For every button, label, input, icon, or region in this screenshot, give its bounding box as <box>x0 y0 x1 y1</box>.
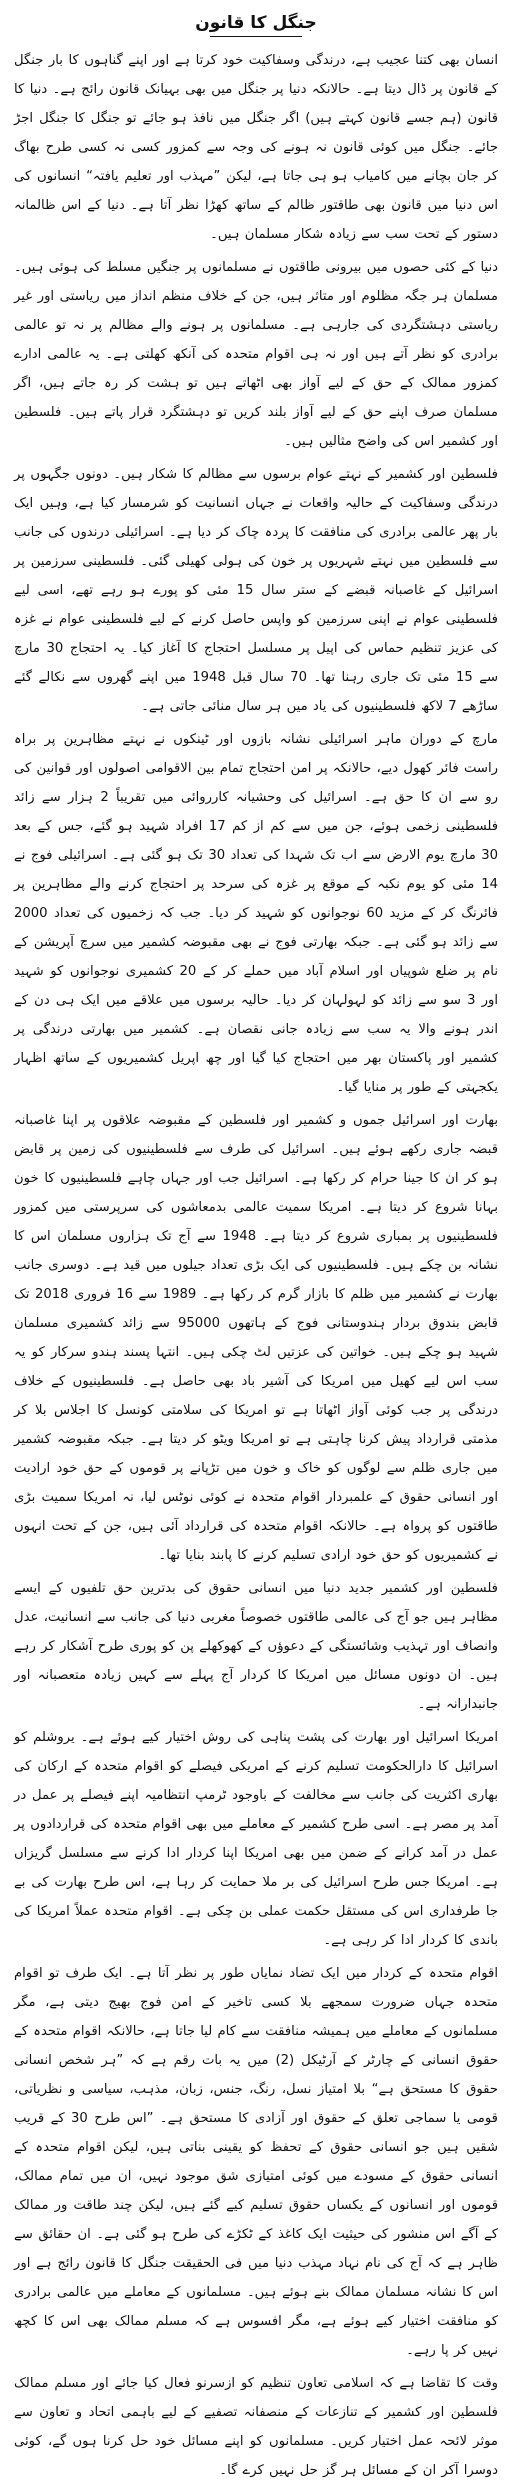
article-paragraph: فلسطین اور کشمیر جدید دنیا میں انسانی حقوق کی بدترین حق تلفیوں کے ایسے مظاہر ہیں جو آج کی عالمی طاقتوں خصوصاً مغربی دنیا کی جانب سے انسانیت، عدل وانصاف اور تہذیب وشائستگی کے دعوؤں کے کھوکھلے پن کو پوری طرح آشکار کر رہے ہیں۔ ان دونوں مسائل میں امریکا کا کردار آج پہلے سے کہیں زیادہ متعصبانہ اور جانبدارانہ ہے۔ <box>14 1581 498 1712</box>
article-paragraph: امریکا اسرائیل اور بھارت کی پشت پناہی کی روش اختیار کیے ہوئے ہے۔ یروشلم کو اسرائیل کا دارالحکومت تسلیم کرنے کے امریکی فیصلے کو اقوام متحدہ کے ارکان کی بھاری اکثریت کی جانب سے مخالفت کے باوجود ٹرمپ انتظامیہ اپنے فیصلے پر عمل در آمد پر مصر ہے۔ اسی طرح کشمیر کے معاملے میں بھی اقوام متحدہ کی قراردادوں پر عمل در آمد کرانے کے ضمن میں بھی امریکا اپنا کردار ادا کرنے سے مسلسل گریزاں ہے۔ امریکا جس طرح اسرائیل کی بر ملا حمایت کر رہا ہے، اس طرح بھارت کی بے جا طرفداری اس کی مستقل حکمت عملی بن چکی ہے۔ اقوام متحدہ عملاً امریکا کی باندی کا کردار ادا کر رہی ہے۔ <box>14 1730 498 1948</box>
article-paragraph: فلسطین اور کشمیر کے نہتے عوام برسوں سے مظالم کا شکار ہیں۔ دونوں جگہوں پر درندگی وسفاکیت کے حالیہ واقعات نے جہاں انسانیت کو شرمسار کیا ہے، وہیں ایک بار پھر عالمی برادری کی منافقت کا پردہ چاک کر دیا ہے۔ اسرائیلی درندوں کی جانب سے فلسطین میں نہتے شہریوں پر خون کی ہولی کھیلی گئی۔ فلسطینی سرزمین پر اسرائیل کے غاصبانہ قبضے کے ستر سال 15 مئی کو پورے ہو رہے تھے، اسی لیے فلسطینی عوام نے اپنی سرزمین کو واپس حاصل کرنے کے لیے فلسطینی عوام نے غزہ کی عزیز تنظیم حماس کی اپیل پر مسلسل احتجاج کا آغاز کیا۔ یہ احتجاج 30 مارچ سے 15 مئی تک جاری رہنا تھا۔ 70 سال قبل 1948 میں اپنے گھروں سے نکالے گئے ساڑھے 7 لاکھ فلسطینیوں کی یاد میں ہر سال منائی جاتی ہے۔ <box>14 467 499 714</box>
title-underline <box>210 36 302 37</box>
article-paragraph: اقوام متحدہ کے کردار میں ایک تضاد نمایاں طور پر نظر آتا ہے۔ ایک طرف تو اقوام متحدہ جہاں ضرورت سمجھے بلا کسی تاخیر کے امن فوج بھیج دیتی ہے، مگر مسلمانوں کے معاملے میں ہمیشہ منافقت سے کام لیا جاتا ہے، حالانکہ اقوام متحدہ کے حقوق انسانی کے چارٹر کے آرٹیکل (2) میں یہ بات رقم ہے کہ ”ہر شخص انسانی حقوق کا مستحق ہے“ بلا امتیاز نسل، رنگ، جنس، زبان، مذہب، سیاسی و نظریاتی، قومی یا سماجی تعلق کے حقوق اور آزادی کا مستحق ہے۔ ”اس طرح 30 کے قریب شقیں ہیں جو انسانی حقوق کے تحفظ کو یقینی بناتی ہیں، لیکن اقوام متحدہ کے انسانی حقوق کے مسودے میں کوئی امتیازی شق موجود نہیں، ان میں تمام ممالک، قوموں اور انسانوں کے یکساں حقوق تسلیم کیے گئے ہیں، لیکن چند طاقت ور ممالک کے آگے اس منشور کی حیثیت ایک کاغذ کے ٹکڑے کی طرح ہو گئی ہے۔ ان حقائق سے ظاہر ہے کہ آج کی نام نہاد مہذب دنیا میں فی الحقیقت جنگل کا قانون رائج ہے اور اس کا نشانہ مسلمان ممالک بنے ہوئے ہیں۔ مسلمانوں کے معاملے میں عالمی برادری کو منافقت اختیار کیے ہوئے ہے، مگر افسوس ہے کہ مسلم ممالک بھی اس کا کچھ نہیں کر پا رہے۔ <box>14 1966 498 2358</box>
article-paragraph: بھارت اور اسرائیل جموں و کشمیر اور فلسطین کے مقبوضہ علاقوں پر اپنا غاصبانہ قبضہ جاری رکھے ہوئے ہیں۔ اسرائیل کی طرف سے فلسطینیوں کی زمین پر قابض ہو کر ان کا جینا حرام کر رکھا ہے۔ اسرائیل جب اور جہاں چاہے فلسطینیوں کا خون بہانا شروع کر دیتا ہے۔ امریکا سمیت عالمی بدمعاشوں کی سرپرستی میں کمزور فلسطینیوں پر بمباری شروع کر دیتا ہے۔ 1948 سے آج تک ہزاروں مسلمان اس کا نشانہ بن چکے ہیں۔ فلسطینیوں کی ایک بڑی تعداد جیلوں میں قید ہے۔ دوسری جانب بھارت نے کشمیر میں ظلم کا بازار گرم کر رکھا ہے۔ 1989 سے 16 فروری 2018 تک قابض بندوق بردار ہندوستانی فوج کے ہاتھوں 95000 سے زائد کشمیری مسلمان شہید ہو چکے ہیں۔ خواتین کی عزتیں لٹ چکی ہیں۔ انتہا پسند ہندو سرکار کو یہ سب اس لیے کھیل میں امریکا کی آشیر باد بھی حاصل ہے۔ فلسطینیوں کے خلاف درندگی پر جب کوئی آواز اٹھاتا ہے تو امریکا کی سلامتی کونسل کا اجلاس بلا کر مذمتی قرارداد پیش کرنا چاہتی ہے تو امریکا ویٹو کر دیتا ہے۔ جبکہ مقبوضہ کشمیر میں جاری ظلم سے لوگوں کو خاک و خون میں تڑپانے پر قوموں کے حق خود ارادیت اور انسانی حقوق کے علمبردار اقوام متحدہ نے کوئی نوٹس لیا، نہ امریکا سمیت بڑی طاقتوں کو پرواہ ہے۔ حالانکہ اقوام متحدہ کی قرارداد آئی ہیں، جن کے تحت انہوں نے کشمیریوں کو حق خود ارادی تسلیم کرنے کا پابند بنایا تھا۔ <box>14 1113 498 1563</box>
article-paragraph: دنیا کے کئی حصوں میں بیرونی طاقتوں نے مسلمانوں پر جنگیں مسلط کی ہوئی ہیں۔ مسلمان ہر جگہ مظلوم اور متاثر ہیں، جن کے خلاف منظم انداز میں ریاستی اور غیر ریاستی دہشتگردی کی جارہی ہے۔ مسلمانوں پر ہونے والے مظالم پر نہ تو عالمی برادری کو نظر آتے ہیں اور نہ ہی اقوام متحدہ کی آنکھ کھلتی ہے۔ یہ عالمی ادارے کمزور ممالک کے حق کے لیے آواز بھی اٹھاتے ہیں تو ہشت کر رہ جاتے ہیں، اگر مسلمان صرف اپنے حق کے لیے آواز بلند کریں تو دہشتگرد قرار پاتے ہیں۔ فلسطین اور کشمیر اس کی واضح مثالیں ہیں۔ <box>14 260 498 449</box>
article-paragraph: مارچ کے دوران ماہر اسرائیلی نشانہ بازوں اور ٹینکوں نے نہتے مظاہرین پر براہ راست فائر کھول دیے، حالانکہ پر امن احتجاج تمام بین الاقوامی اصولوں اور قوانین کی رو سے ان کا حق ہے۔ اسرائیل کی وحشیانہ کارروائی میں تقریباً 2 ہزار سے زائد فلسطینی زخمی ہوئے، جن میں سے کم از کم 17 افراد شہید ہو گئے، جس کے بعد 30 مارچ یوم الارض سے اب تک شہدا کی تعداد 30 تک ہو گئی ہے۔ اسرائیلی فوج نے 14 مئی کو یوم نکبہ کے موقع پر غزہ کی سرحد پر احتجاج کرنے والے مظاہرین پر فائرنگ کر کے مزید 60 نوجوانوں کو شہید کر دیا۔ جب کہ زخمیوں کی تعداد 2000 سے زائد ہو گئی ہے۔ جبکہ بھارتی فوج نے بھی مقبوضہ کشمیر میں سرچ آپریشن کے نام پر ضلع شوپیاں اور اسلام آباد میں حملے کر کے 20 کشمیری نوجوانوں کو شہید اور 3 سو سے زائد کو لہولہان کر دیا۔ حالیہ برسوں میں علاقے میں ایک ہی دن کے اندر ہونے والا یہ سب سے زیادہ جانی نقصان ہے۔ کشمیر میں بھارتی درندگی پر کشمیر اور پاکستان بھر میں احتجاج کیا گیا اور چھ اپریل کشمیریوں کے ساتھ اظہار یکجہتی کے طور پر منایا گیا۔ <box>14 732 499 1095</box>
article-title <box>14 12 498 36</box>
article-paragraph: انسان بھی کتنا عجیب ہے، درندگی وسفاکیت خود کرتا ہے اور اپنے گناہوں کا بار جنگل کے قانون پر ڈال دیتا ہے۔ حالانکہ دنیا پر جنگل میں بھی بہیانک قانون رائج ہے۔ دنیا کا قانون (ہم جسے قانون کہتے ہیں) اگر جنگل میں نافذ ہو جائے تو جنگل کا جنگل اجڑ جائے۔ جنگل میں کوئی قانون نہ ہونے کی وجہ سے کمزور کسی نہ کسی طرح بھاگ کر جان بچانے میں کامیاب ہو ہی جاتا ہے، لیکن ”مہذب اور تعلیم یافتہ“ انسانوں کی اس دنیا میں قانون بھی طاقتور ظالم کے ساتھ کھڑا نظر آتا ہے۔ دنیا کے اس ظالمانہ دستور کے تحت سب سے زیادہ شکار مسلمان ہیں۔ <box>14 53 498 242</box>
article-title-text: جنگل کا قانون <box>195 13 317 33</box>
article-paragraph: وقت کا تقاضا ہے کہ اسلامی تعاون تنظیم کو ازسرنو فعال کیا جائے اور مسلم ممالک فلسطین اور کشمیر کے تنازعات کے منصفانہ تصفیے کے لیے باہمی اتحاد و تعاون سے موثر لائحہ عمل اختیار کریں۔ مسلمانوں کو اپنے مسائل خود حل کرنا ہوں گے، کوئی دوسرا آکر ان کے مسائل ہر گز حل نہیں کرے گا۔ <box>14 2376 498 2478</box>
